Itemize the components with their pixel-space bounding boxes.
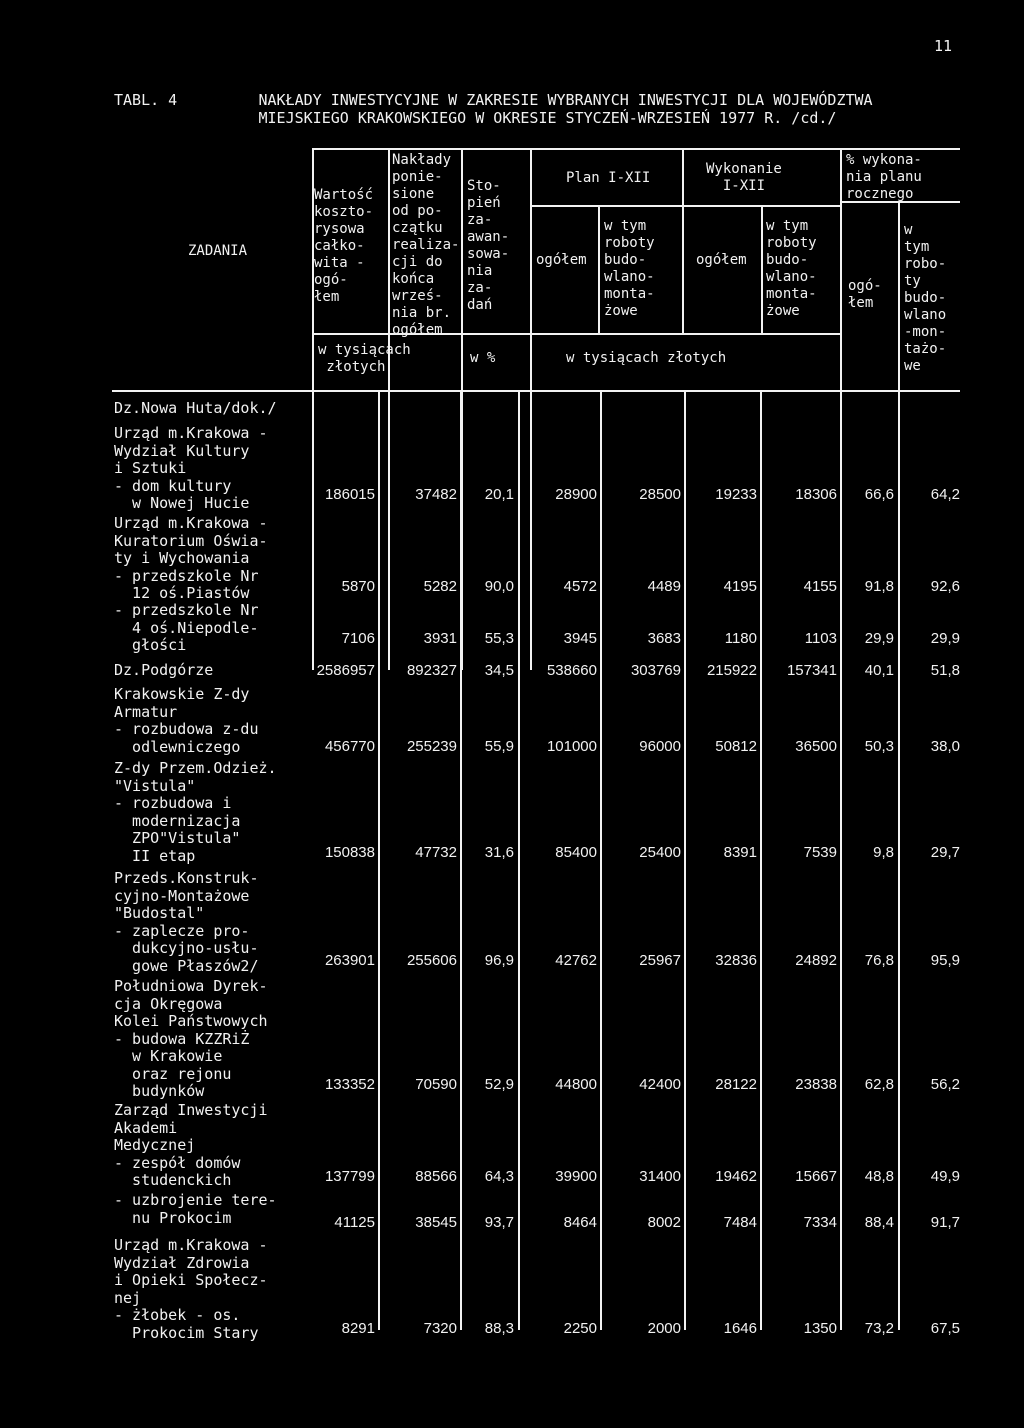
header-top-rule (312, 148, 960, 150)
row-value: 66,6 (864, 486, 894, 503)
header-bottom-rule (112, 390, 960, 392)
row-value: 456770 (324, 738, 375, 755)
body-col-bar-4 (600, 390, 602, 1330)
header-wartosc: Wartość koszto- rysowa całko- wita - ogó- łem (314, 187, 374, 305)
row-value: 263901 (324, 952, 375, 969)
row-value: 8002 (647, 1214, 681, 1231)
row-value: 29,9 (864, 630, 894, 647)
body-col-bar-3 (518, 390, 520, 1330)
row-value: 85400 (555, 844, 597, 861)
row-value: 7539 (803, 844, 837, 861)
row-value: 7106 (341, 630, 375, 647)
row-value: 303769 (630, 662, 681, 679)
row-value: 150838 (324, 844, 375, 861)
row-value: 5282 (423, 578, 457, 595)
row-value: 50,3 (864, 738, 894, 755)
header-unit-thousands-2: w tysiącach złotych (566, 350, 727, 366)
header-zadania: ZADANIA (188, 243, 248, 259)
row-value: 67,5 (930, 1320, 960, 1337)
header-plan-wtym: w tym roboty budo- wlano- monta- żowe (604, 218, 655, 319)
row-value: 48,8 (864, 1168, 894, 1185)
row-value: 55,3 (484, 630, 514, 647)
row-value: 76,8 (864, 952, 894, 969)
row-value: 23838 (795, 1076, 837, 1093)
row-value: 92,6 (930, 578, 960, 595)
row-value: 215922 (706, 662, 757, 679)
table-title-line-1: TABL. 4 NAKŁADY INWESTYCYJNE W ZAKRESIE WYBRANYCH INWESTYCJI DLA WOJEWÓDZTWA (114, 91, 873, 109)
row-value: 70590 (415, 1076, 457, 1093)
row-value: 1103 (804, 630, 837, 647)
row-label: Zarząd Inwestycji Akademi Medycznej - zespół domów studenckich (114, 1101, 268, 1189)
row-value: 4572 (563, 578, 597, 595)
row-value: 1350 (803, 1320, 837, 1337)
row-label: Południowa Dyrek- cja Okręgowa Kolei Państwowych - budowa KZZRiŻ w Krakowie oraz rejonu budynków (114, 977, 268, 1100)
row-value: 51,8 (930, 662, 960, 679)
row-value: 2586957 (316, 662, 375, 679)
body-col-bar-6 (760, 390, 762, 1330)
row-value: 88566 (415, 1168, 457, 1185)
row-value: 25967 (639, 952, 681, 969)
row-value: 91,7 (930, 1214, 960, 1231)
col-divider-8 (840, 148, 842, 390)
section-title: Dz.Nowa Huta/dok./ (114, 399, 277, 417)
row-value: 31400 (639, 1168, 681, 1185)
table-title-line-2: MIEJSKIEGO KRAKOWSKIEGO W OKRESIE STYCZEŃ-WRZESIEŃ 1977 R. /cd./ (114, 109, 837, 127)
col-divider-9 (898, 201, 900, 390)
header-plan-rule (530, 205, 840, 207)
row-value: 47732 (415, 844, 457, 861)
row-value: 49,9 (930, 1168, 960, 1185)
row-value: 3931 (423, 630, 457, 647)
body-col-bar-7 (840, 390, 842, 1330)
row-value: 90,0 (484, 578, 514, 595)
row-value: 101000 (546, 738, 597, 755)
row-value: 88,4 (864, 1214, 894, 1231)
row-value: 28122 (715, 1076, 757, 1093)
row-value: 19233 (715, 486, 757, 503)
row-value: 62,8 (864, 1076, 894, 1093)
row-value: 40,1 (864, 662, 894, 679)
row-label: Urząd m.Krakowa - Kuratorium Oświa- ty i Wychowania - przedszkole Nr 12 oś.Piastów (114, 514, 268, 602)
col-divider-2 (388, 148, 390, 670)
row-value: 538660 (546, 662, 597, 679)
header-proc-ogolem: ogó- łem (848, 278, 882, 311)
row-value: 892327 (406, 662, 457, 679)
row-value: 1646 (723, 1320, 757, 1337)
col-divider-4 (530, 148, 532, 670)
row-value: 7484 (723, 1214, 757, 1231)
body-col-bar-1 (378, 390, 380, 1330)
row-value: 4489 (647, 578, 681, 595)
row-value: 8464 (563, 1214, 597, 1231)
row-label: Krakowskie Z-dy Armatur - rozbudowa z-du odlewniczego (114, 685, 259, 756)
row-value: 18306 (795, 486, 837, 503)
row-label: - przedszkole Nr 4 oś.Niepodle- głości (114, 601, 259, 654)
row-value: 7320 (423, 1320, 457, 1337)
row-value: 29,9 (930, 630, 960, 647)
col-divider-5 (598, 205, 600, 335)
header-wykonanie: Wykonanie I-XII (706, 161, 782, 194)
header-wyk-wtym: w tym roboty budo- wlano- monta- żowe (766, 218, 817, 319)
row-value: 15667 (795, 1168, 837, 1185)
row-value: 50812 (715, 738, 757, 755)
header-naklady: Nakłady ponie- sione od po- czątku realiza- cji do końca wrześ- nia br. ogółem (392, 152, 460, 338)
header-proc-wtym: w tym robo- ty budo- wlano -mon- tażo- we (904, 222, 947, 374)
row-label: - uzbrojenie tere- nu Prokocim (114, 1191, 277, 1227)
row-value: 96000 (639, 738, 681, 755)
row-value: 186015 (324, 486, 375, 503)
header-plan: Plan I-XII (566, 170, 651, 186)
row-value: 20,1 (484, 486, 514, 503)
row-value: 28900 (555, 486, 597, 503)
row-value: 44800 (555, 1076, 597, 1093)
row-value: 36500 (795, 738, 837, 755)
row-value: 64,2 (930, 486, 960, 503)
row-value: 39900 (555, 1168, 597, 1185)
header-procent: % wykona- nia planu rocznego (846, 152, 922, 202)
header-wyk-ogolem: ogółem (696, 252, 747, 268)
header-unit-percent: w % (470, 350, 496, 366)
row-value: 255239 (406, 738, 457, 755)
row-value: 38,0 (930, 738, 960, 755)
body-col-bar-5 (684, 390, 686, 1330)
row-value: 95,9 (930, 952, 960, 969)
col-divider-7 (761, 205, 763, 335)
row-value: 88,3 (484, 1320, 514, 1337)
header-unit-thousands: w tysiącach złotych (318, 342, 411, 375)
row-value: 19462 (715, 1168, 757, 1185)
row-value: 133352 (324, 1076, 375, 1093)
row-value: 3945 (563, 630, 597, 647)
row-value: 7334 (803, 1214, 837, 1231)
row-value: 42762 (555, 952, 597, 969)
row-value: 42400 (639, 1076, 681, 1093)
header-plan-ogolem: ogółem (536, 252, 587, 268)
row-value: 25400 (639, 844, 681, 861)
col-divider-6 (682, 148, 684, 335)
row-value: 29,7 (930, 844, 960, 861)
row-value: 157341 (786, 662, 837, 679)
row-value: 64,3 (484, 1168, 514, 1185)
row-value: 56,2 (930, 1076, 960, 1093)
row-value: 4195 (723, 578, 757, 595)
row-value: 28500 (639, 486, 681, 503)
row-label: Z-dy Przem.Odzież. "Vistula" - rozbudowa i modernizacja ZPO"Vistula" II etap (114, 759, 277, 865)
row-value: 93,7 (484, 1214, 514, 1231)
row-value: 55,9 (484, 738, 514, 755)
row-value: 9,8 (873, 844, 894, 861)
row-value: 91,8 (864, 578, 894, 595)
row-value: 2000 (647, 1320, 681, 1337)
row-value: 8291 (341, 1320, 375, 1337)
row-value: 41125 (334, 1214, 375, 1231)
row-value: 34,5 (484, 662, 514, 679)
row-value: 1180 (724, 630, 757, 647)
row-value: 31,6 (484, 844, 514, 861)
row-value: 38545 (415, 1214, 457, 1231)
row-value: 137799 (324, 1168, 375, 1185)
body-col-bar-8 (898, 390, 900, 1330)
body-col-bar-2 (460, 390, 462, 1330)
row-label: Urząd m.Krakowa - Wydział Zdrowia i Opieki Społecz- nej - żłobek - os. Prokocim Stary (114, 1236, 268, 1342)
page-number: 11 (934, 37, 953, 55)
row-value: 73,2 (864, 1320, 894, 1337)
row-value: 3683 (647, 630, 681, 647)
row-value: 24892 (795, 952, 837, 969)
row-value: 96,9 (484, 952, 514, 969)
row-value: 2250 (563, 1320, 597, 1337)
row-value: 4155 (803, 578, 837, 595)
row-value: 5870 (341, 578, 375, 595)
row-label: Dz.Podgórze (114, 661, 214, 679)
row-value: 255606 (406, 952, 457, 969)
header-stopien: Sto- pień za- awan- sowa- nia za- dań (467, 178, 510, 313)
row-label: Urząd m.Krakowa - Wydział Kultury i Sztuki - dom kultury w Nowej Hucie (114, 424, 268, 512)
row-label: Przeds.Konstruk- cyjno-Montażowe "Budostal" - zaplecze pro- dukcyjno-usłu- gowe Płaszów2/ (114, 869, 259, 975)
row-value: 37482 (415, 486, 457, 503)
row-value: 32836 (715, 952, 757, 969)
row-value: 8391 (723, 844, 757, 861)
row-value: 52,9 (484, 1076, 514, 1093)
